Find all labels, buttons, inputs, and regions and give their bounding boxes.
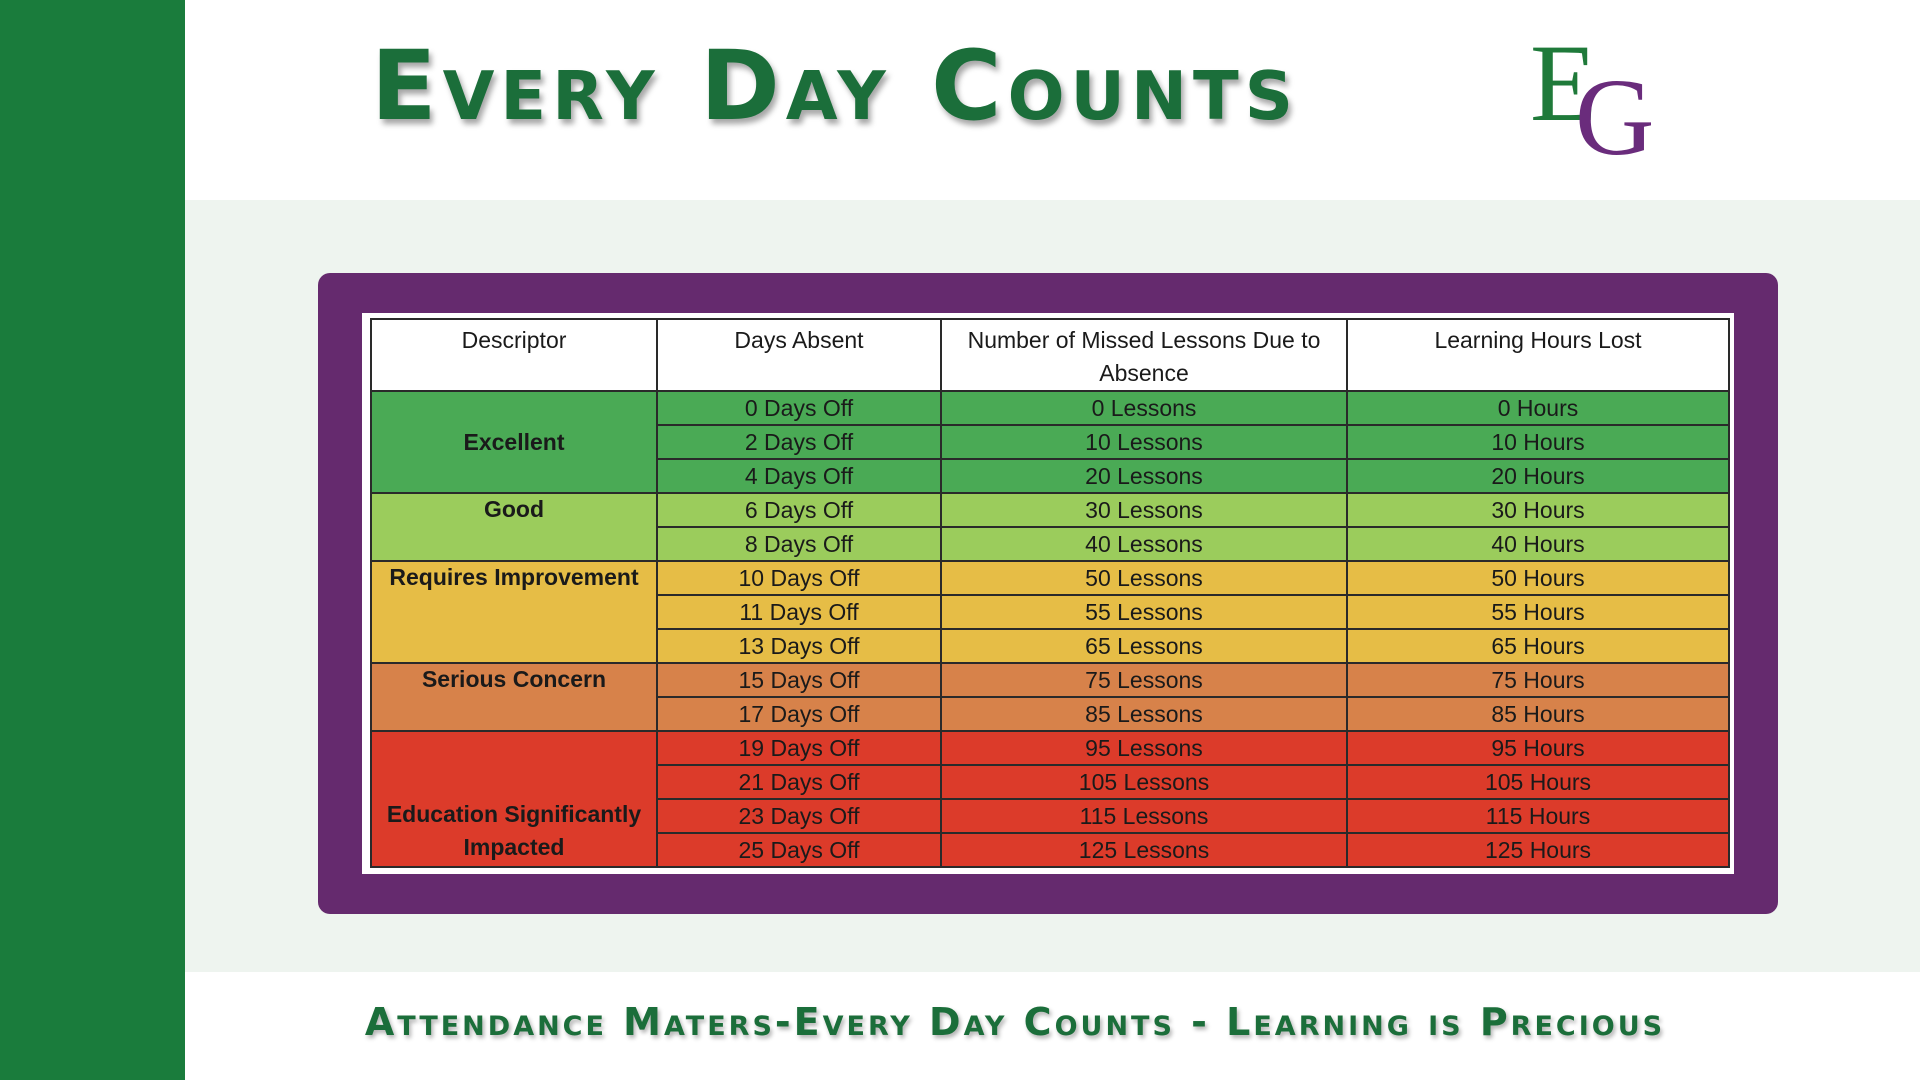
missed-lessons-cell: 105 Lessons xyxy=(941,765,1347,799)
hours-lost-cell: 40 Hours xyxy=(1347,527,1729,561)
missed-lessons-cell: 40 Lessons xyxy=(941,527,1347,561)
descriptor-cell: Education Significantly Impacted xyxy=(371,731,657,867)
days-absent-cell: 4 Days Off xyxy=(657,459,941,493)
missed-lessons-cell: 10 Lessons xyxy=(941,425,1347,459)
days-absent-cell: 25 Days Off xyxy=(657,833,941,867)
days-absent-cell: 8 Days Off xyxy=(657,527,941,561)
days-absent-cell: 17 Days Off xyxy=(657,697,941,731)
missed-lessons-cell: 20 Lessons xyxy=(941,459,1347,493)
missed-lessons-cell: 75 Lessons xyxy=(941,663,1347,697)
missed-lessons-cell: 125 Lessons xyxy=(941,833,1347,867)
missed-lessons-cell: 85 Lessons xyxy=(941,697,1347,731)
school-logo xyxy=(1530,22,1670,178)
hours-lost-cell: 55 Hours xyxy=(1347,595,1729,629)
days-absent-cell: 13 Days Off xyxy=(657,629,941,663)
days-absent-cell: 10 Days Off xyxy=(657,561,941,595)
page-title: Every Day Counts xyxy=(371,30,1299,142)
table-row xyxy=(371,391,1729,425)
missed-lessons-cell: 65 Lessons xyxy=(941,629,1347,663)
hours-lost-cell: 105 Hours xyxy=(1347,765,1729,799)
days-absent-cell: 15 Days Off xyxy=(657,663,941,697)
missed-lessons-cell: 0 Lessons xyxy=(941,391,1347,425)
hours-lost-cell: 85 Hours xyxy=(1347,697,1729,731)
hours-lost-cell: 20 Hours xyxy=(1347,459,1729,493)
days-absent-cell: 19 Days Off xyxy=(657,731,941,765)
descriptor-cell: Good xyxy=(371,493,657,561)
hours-lost-cell: 115 Hours xyxy=(1347,799,1729,833)
table-row xyxy=(371,731,1729,765)
descriptor-cell: Requires Improvement xyxy=(371,561,657,663)
table-row xyxy=(371,663,1729,697)
header-descriptor: Descriptor xyxy=(371,319,657,391)
attendance-table xyxy=(370,318,1730,868)
header-hours-lost: Learning Hours Lost xyxy=(1347,319,1729,391)
missed-lessons-cell: 115 Lessons xyxy=(941,799,1347,833)
footer-slogan: Attendance Maters-Every Day Counts - Learning is Precious xyxy=(364,1000,1666,1044)
table-row xyxy=(371,493,1729,527)
days-absent-cell: 21 Days Off xyxy=(657,765,941,799)
side-color-bar xyxy=(0,0,185,1080)
logo-letter-e: E xyxy=(1530,22,1598,144)
hours-lost-cell: 30 Hours xyxy=(1347,493,1729,527)
table-row xyxy=(371,561,1729,595)
days-absent-cell: 23 Days Off xyxy=(657,799,941,833)
table-body xyxy=(371,391,1729,867)
descriptor-cell: Serious Concern xyxy=(371,663,657,731)
days-absent-cell: 6 Days Off xyxy=(657,493,941,527)
days-absent-cell: 11 Days Off xyxy=(657,595,941,629)
missed-lessons-cell: 30 Lessons xyxy=(941,493,1347,527)
missed-lessons-cell: 50 Lessons xyxy=(941,561,1347,595)
hours-lost-cell: 0 Hours xyxy=(1347,391,1729,425)
days-absent-cell: 0 Days Off xyxy=(657,391,941,425)
hours-lost-cell: 50 Hours xyxy=(1347,561,1729,595)
descriptor-cell: Excellent xyxy=(371,391,657,493)
hours-lost-cell: 125 Hours xyxy=(1347,833,1729,867)
hours-lost-cell: 95 Hours xyxy=(1347,731,1729,765)
hours-lost-cell: 65 Hours xyxy=(1347,629,1729,663)
logo-letter-g: G xyxy=(1575,56,1655,178)
hours-lost-cell: 75 Hours xyxy=(1347,663,1729,697)
days-absent-cell: 2 Days Off xyxy=(657,425,941,459)
table-header-row xyxy=(371,319,1729,391)
header-missed-lessons: Number of Missed Lessons Due to Absence xyxy=(941,319,1347,391)
hours-lost-cell: 10 Hours xyxy=(1347,425,1729,459)
missed-lessons-cell: 95 Lessons xyxy=(941,731,1347,765)
header-days-absent: Days Absent xyxy=(657,319,941,391)
missed-lessons-cell: 55 Lessons xyxy=(941,595,1347,629)
